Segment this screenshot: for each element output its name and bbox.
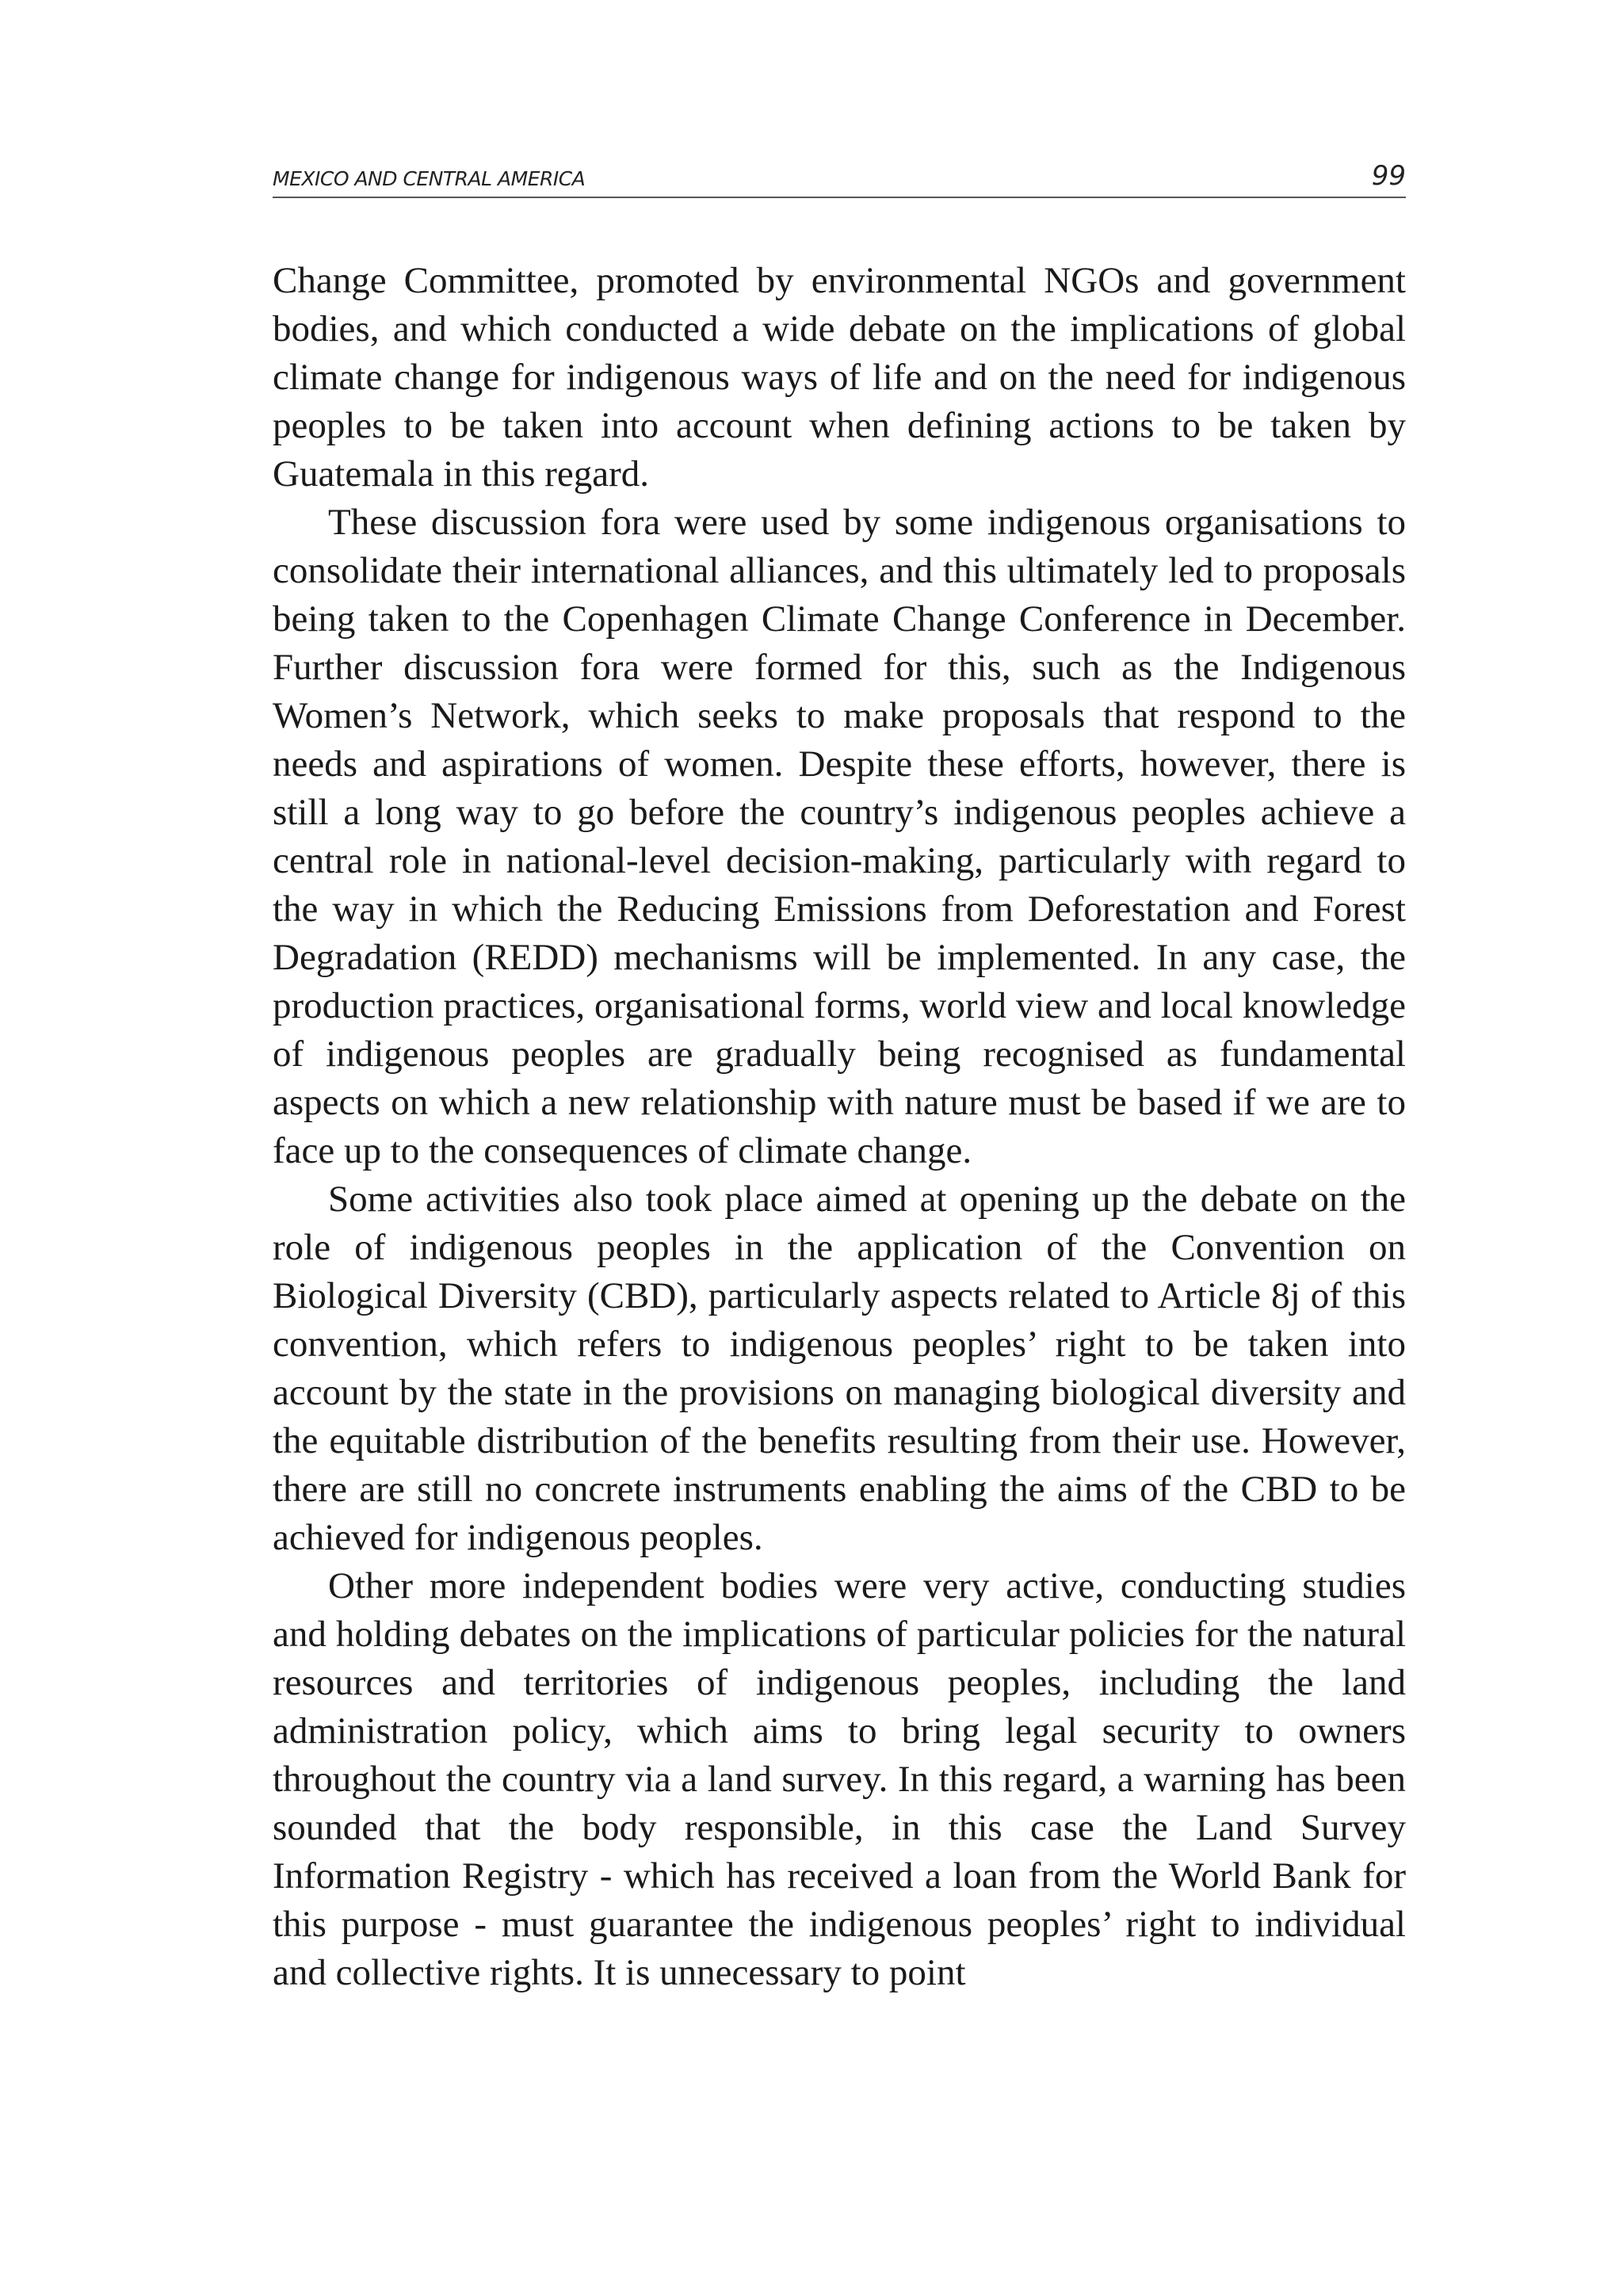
paragraph-4: Other more independent bodies were very active, conducting studies and holding debates on the implications of particular policies for the natural resources and territories of indigenous peoples, including the land administration policy, which aims to bring legal security to owners throughout the country via a land survey. In this regard, a warning has been sounded that the body responsible, in this case the Land Survey Information Registry - which has received a loan from the World Bank for this purpose - must guarantee the indigenous peoples’ right to individual and collective rights. It is unnecessary to point [273, 1565, 1406, 1993]
running-header [273, 155, 1406, 198]
paragraph-3: Some activities also took place aimed at opening up the debate on the role of indigenous peoples in the application of the Convention on Biological Diversity (CBD), particularly aspects related to Article 8j of this convention, which refers to indigenous peoples’ right to be taken into account by the state in the provisions on managing biological diversity and the equitable distribution of the benefits resulting from their use. However, there are still no concrete instruments enabling the aims of the CBD to be achieved for indigenous peoples. [273, 1179, 1406, 1558]
page-number: 99 [1371, 160, 1406, 192]
body-text [273, 257, 1406, 1997]
running-head-title: MEXICO AND CENTRAL AMERICA [273, 167, 586, 190]
paragraph-2: These discussion fora were used by some indigenous organisations to consolidate their international alliances, and this ultimately led to proposals being taken to the Copenhagen Climate Change Conference in December. Further discussion fora were formed for this, such as the Indigenous Women’s Network, which seeks to make proposals that respond to the needs and aspirations of women. Despite these efforts, however, there is still a long way to go before the country’s indigenous peoples achieve a central role in national-level decision-making, particularly with regard to the way in which the Reducing Emissions from Deforestation and Forest Degradation (REDD) mechanisms will be implemented. In any case, the production practices, organisational forms, world view and local knowledge of indigenous peoples are gradually being recognised as fundamental aspects on which a new relationship with nature must be based if we are to face up to the consequences of climate change. [273, 502, 1406, 1171]
paragraph-1: Change Committee, promoted by environmental NGOs and government bodies, and which conducted a wide debate on the implications of global climate change for indigenous ways of life and on the need for indigenous peoples to be taken into account when defining actions to be taken by Guatemala in this regard. [273, 260, 1406, 495]
